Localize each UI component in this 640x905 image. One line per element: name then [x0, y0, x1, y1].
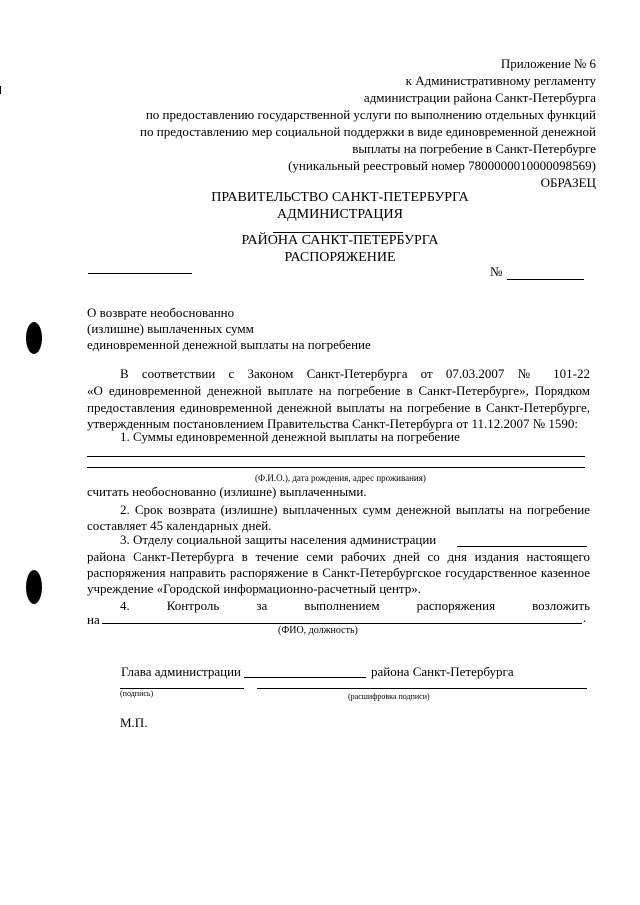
punch-hole-bottom — [26, 570, 42, 604]
item-text: 1. Суммы единовременной денежной выплаты на погребение — [120, 429, 460, 444]
appendix-number: Приложение № 6 — [500, 56, 596, 71]
item-text: учреждение «Городской информационно-расчетный центр». — [87, 581, 422, 596]
district-label: района Санкт-Петербурга — [371, 664, 514, 679]
name-blank-line — [87, 467, 585, 468]
item-text: распоряжения направить распоряжение в Санкт-Петербургское государственное казенное — [87, 565, 590, 580]
subject-line: (излишне) выплаченных сумм — [87, 321, 254, 336]
item-text: составляет 45 календарных дней. — [87, 518, 272, 533]
signature-blank-line — [244, 677, 366, 678]
registry-number: (уникальный реестровый номер 7800000010000098569) — [288, 158, 596, 173]
scan-mark — [0, 86, 2, 94]
seal-label: М.П. — [120, 715, 148, 730]
appendix-line: по предоставлению государственной услуги по выполнению отдельных функций — [145, 107, 596, 122]
name-blank-line — [87, 456, 585, 457]
item-text: 2. Срок возврата (излишне) выплаченных сумм денежной выплаты на погребение — [120, 502, 590, 517]
sign-caption: (подпись) — [120, 689, 154, 698]
subject-line: О возврате необоснованно — [87, 305, 235, 320]
fio-caption: (Ф.И.О.), дата рождения, адрес проживания) — [255, 473, 426, 483]
head-label: Глава администрации — [121, 664, 242, 679]
item-end: . — [583, 610, 587, 625]
admin-title: АДМИНИСТРАЦИЯ — [277, 207, 403, 222]
decode-line — [257, 688, 587, 689]
preamble-line: утвержденным постановлением Правительства Санкт-Петербурга от 11.12.2007 № 1590: — [87, 416, 578, 431]
preamble-line: «О единовременной денежной выплате на погребение в Санкт-Петербурге», Порядком — [87, 383, 590, 398]
control-blank-line — [102, 623, 582, 624]
item-text: района Санкт-Петербурга в течение семи рабочих дней со дня издания настоящего — [87, 549, 590, 564]
district-title: РАЙОНА САНКТ-ПЕТЕРБУРГА — [241, 233, 439, 248]
gov-title: ПРАВИТЕЛЬСТВО САНКТ-ПЕТЕРБУРГА — [211, 190, 469, 205]
appendix-line: администрации района Санкт-Петербурга — [363, 90, 596, 105]
subject-line: единовременной денежной выплаты на погребение — [87, 337, 371, 352]
department-blank-line — [457, 546, 587, 547]
date-blank-line — [88, 273, 192, 274]
item-text: 4. Контроль за выполнением распоряжения возложить — [120, 598, 590, 613]
appendix-line: выплаты на погребение в Санкт-Петербурге — [352, 141, 596, 156]
preamble-line: предоставления единовременной денежной выплаты на погребение в Санкт-Петербурге, — [87, 400, 590, 415]
preamble-line: В соответствии с Законом Санкт-Петербурга от 07.03.2007 № 101-22 — [120, 366, 590, 381]
appendix-line: по предоставлению мер социальной поддержки в виде единовременной денежной — [140, 124, 596, 139]
number-sign: № — [490, 264, 503, 279]
position-caption: (ФИО, должность) — [278, 625, 358, 636]
item-prefix: на — [87, 612, 100, 627]
item-text: считать необоснованно (излишне) выплаченными. — [87, 484, 367, 499]
decode-caption: (расшифровка подписи) — [348, 692, 430, 701]
item-text: 3. Отделу социальной защиты населения администрации — [120, 532, 437, 547]
punch-hole-top — [26, 322, 42, 354]
sample-label: ОБРАЗЕЦ — [540, 175, 596, 190]
doc-type-title: РАСПОРЯЖЕНИЕ — [284, 250, 396, 265]
number-blank-line — [507, 279, 584, 280]
appendix-line: к Административному регламенту — [405, 73, 596, 88]
